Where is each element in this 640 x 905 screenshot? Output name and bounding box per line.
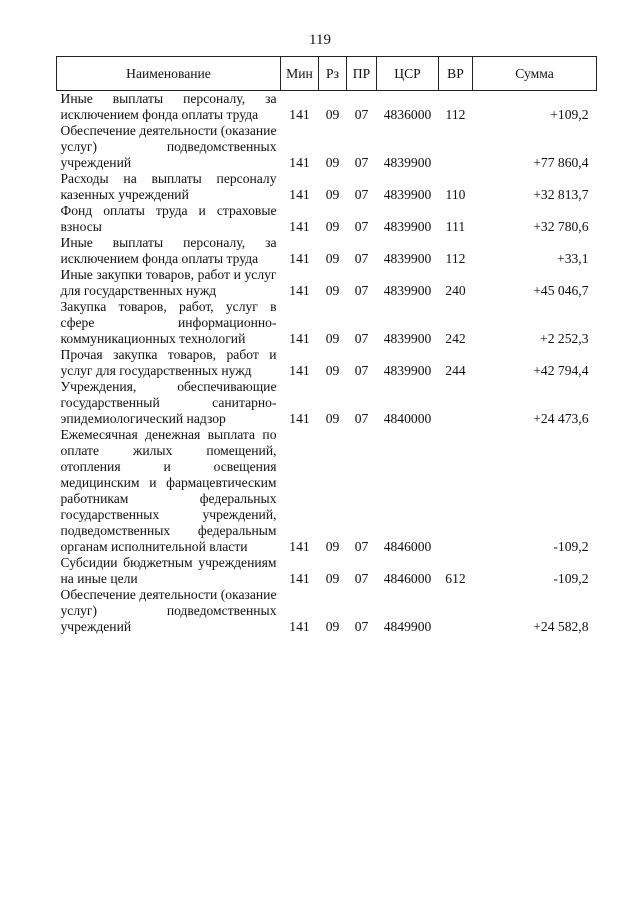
row-name: Иные выплаты персоналу, за исключением фонда оплаты труда <box>60 235 277 266</box>
row-sum: +24 473,6 <box>533 411 589 426</box>
row-vr: 240 <box>445 283 466 298</box>
row-name: Расходы на выплаты персоналу казенных учреждений <box>60 171 277 202</box>
row-rz: 09 <box>325 411 340 426</box>
row-pr: 07 <box>354 619 369 634</box>
row-name: Ежемесячная денежная выплата по оплате жилых помещений, отопления и освещения медицинским и фармацевтическим работникам федеральных государственных учреждений, подведомственных федеральным органам исполнительной власти <box>60 427 277 554</box>
row-min: 141 <box>289 331 310 346</box>
row-csr: 4846000 <box>383 539 432 554</box>
row-min: 141 <box>289 363 310 378</box>
row-min: 141 <box>289 219 310 234</box>
table-row <box>57 123 597 171</box>
row-pr: 07 <box>354 251 369 266</box>
row-vr: 111 <box>445 219 466 234</box>
row-rz: 09 <box>325 283 340 298</box>
row-csr: 4846000 <box>383 571 432 586</box>
row-min: 141 <box>289 155 310 170</box>
row-pr: 07 <box>354 571 369 586</box>
row-rz: 09 <box>325 539 340 554</box>
row-name: Субсидии бюджетным учреждениям на иные цели <box>60 555 277 586</box>
row-vr: 112 <box>445 107 466 122</box>
header-sum: Сумма <box>473 57 597 91</box>
row-sum: +2 252,3 <box>540 331 589 346</box>
row-csr: 4839900 <box>383 187 432 202</box>
row-name: Прочая закупка товаров, работ и услуг для государственных нужд <box>60 347 277 378</box>
header-vr: ВР <box>439 57 473 91</box>
row-sum: +42 794,4 <box>533 363 589 378</box>
header-rz: Рз <box>319 57 347 91</box>
header-csr: ЦСР <box>377 57 439 91</box>
row-pr: 07 <box>354 155 369 170</box>
header-name: Наименование <box>57 57 281 91</box>
row-sum: +24 582,8 <box>533 619 589 634</box>
row-name: Фонд оплаты труда и страховые взносы <box>60 203 277 234</box>
row-min: 141 <box>289 107 310 122</box>
row-sum: +32 813,7 <box>533 187 589 202</box>
row-min: 141 <box>289 619 310 634</box>
row-csr: 4849900 <box>383 619 432 634</box>
header-pr: ПР <box>347 57 377 91</box>
row-rz: 09 <box>325 619 340 634</box>
row-rz: 09 <box>325 363 340 378</box>
row-name: Иные выплаты персоналу, за исключением фонда оплаты труда <box>60 91 277 122</box>
row-name: Закупка товаров, работ, услуг в сфере информационно-коммуникационных технологий <box>60 299 277 346</box>
table-row <box>57 427 597 555</box>
row-csr: 4839900 <box>383 331 432 346</box>
row-csr: 4839900 <box>383 155 432 170</box>
table-row <box>57 235 597 267</box>
table-row <box>57 347 597 379</box>
table-row <box>57 299 597 347</box>
row-csr: 4839900 <box>383 219 432 234</box>
row-rz: 09 <box>325 219 340 234</box>
row-csr: 4839900 <box>383 363 432 378</box>
table-row <box>57 379 597 427</box>
row-sum: +77 860,4 <box>533 155 589 170</box>
row-min: 141 <box>289 283 310 298</box>
table-row <box>57 267 597 299</box>
row-vr <box>439 587 473 635</box>
page-number: 119 <box>309 32 331 48</box>
budget-table <box>56 56 597 635</box>
row-pr: 07 <box>354 331 369 346</box>
row-pr: 07 <box>354 187 369 202</box>
row-name: Обеспечение деятельности (оказание услуг) подведомственных учреждений <box>60 123 277 170</box>
row-rz: 09 <box>325 107 340 122</box>
header-min: Мин <box>281 57 319 91</box>
row-csr: 4839900 <box>383 283 432 298</box>
row-csr: 4840000 <box>383 411 432 426</box>
row-sum: -109,2 <box>553 571 589 586</box>
row-sum: +109,2 <box>550 107 589 122</box>
row-csr: 4839900 <box>383 251 432 266</box>
row-name: Иные закупки товаров, работ и услуг для государственных нужд <box>60 267 277 298</box>
row-vr: 612 <box>445 571 466 586</box>
row-rz: 09 <box>325 155 340 170</box>
row-rz: 09 <box>325 187 340 202</box>
row-min: 141 <box>289 411 310 426</box>
row-pr: 07 <box>354 107 369 122</box>
row-vr: 244 <box>445 363 466 378</box>
table-row <box>57 91 597 124</box>
row-min: 141 <box>289 251 310 266</box>
row-csr: 4836000 <box>383 107 432 122</box>
row-vr <box>439 379 473 427</box>
row-pr: 07 <box>354 283 369 298</box>
row-min: 141 <box>289 571 310 586</box>
row-rz: 09 <box>325 571 340 586</box>
row-pr: 07 <box>354 363 369 378</box>
table-row <box>57 555 597 587</box>
row-vr <box>439 123 473 171</box>
row-pr: 07 <box>354 411 369 426</box>
row-vr <box>439 427 473 555</box>
row-rz: 09 <box>325 331 340 346</box>
table-row <box>57 171 597 203</box>
table-row <box>57 203 597 235</box>
table-row <box>57 587 597 635</box>
row-sum: -109,2 <box>553 539 589 554</box>
row-vr: 110 <box>445 187 466 202</box>
row-name: Обеспечение деятельности (оказание услуг) подведомственных учреждений <box>60 587 277 634</box>
row-sum: +45 046,7 <box>533 283 589 298</box>
row-vr: 242 <box>445 331 466 346</box>
table-header <box>57 57 597 91</box>
row-pr: 07 <box>354 539 369 554</box>
row-sum: +32 780,6 <box>533 219 589 234</box>
row-sum: +33,1 <box>557 251 589 266</box>
row-vr: 112 <box>445 251 466 266</box>
row-name: Учреждения, обеспечивающие государственный санитарно-эпидемиологический надзор <box>60 379 277 426</box>
row-min: 141 <box>289 539 310 554</box>
row-pr: 07 <box>354 219 369 234</box>
row-rz: 09 <box>325 251 340 266</box>
row-min: 141 <box>289 187 310 202</box>
